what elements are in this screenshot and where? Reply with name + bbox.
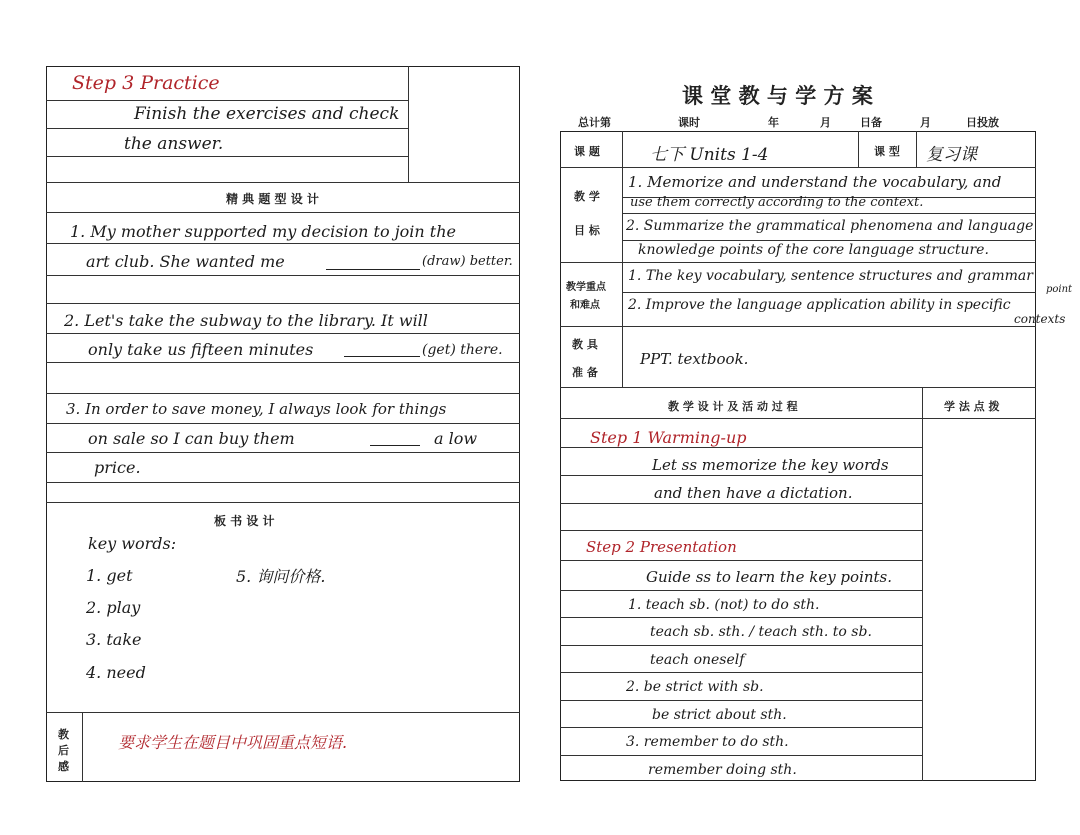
step-2-line-7: 3. remember to do sth.: [626, 734, 789, 750]
rule: [560, 755, 922, 756]
blank: [326, 269, 420, 270]
rule: [46, 303, 520, 304]
key-points-label-2: 和难点: [570, 300, 600, 311]
rule: [46, 243, 520, 244]
reflection-label-1: 教: [58, 728, 69, 741]
practice-line-1: Finish the exercises and check: [134, 104, 400, 124]
board-item-4: 4. need: [86, 663, 146, 682]
type-value: 复习课: [926, 145, 977, 165]
board-item-5: 5. 询问价格.: [236, 567, 326, 586]
meta-total: 总计第: [578, 116, 611, 129]
meta-month: 月: [820, 116, 831, 129]
key-point-line-2: 2. Improve the language application ability in specific: [628, 297, 1011, 313]
rule: [560, 530, 922, 531]
type-label: 课 型: [874, 145, 900, 158]
rule: [46, 502, 520, 503]
rule: [622, 240, 1036, 241]
rule: [560, 475, 922, 476]
key-point-line-1: 1. The key vocabulary, sentence structures and grammar: [628, 268, 1033, 284]
materials-label-2: 准 备: [572, 366, 598, 379]
step-2-line-3: teach sb. sth. / teach sth. to sb.: [650, 624, 872, 640]
rule: [622, 292, 1036, 293]
reflection-label-divider: [82, 712, 83, 782]
rule: [46, 156, 408, 157]
rule: [46, 100, 408, 101]
step-1-heading: Step 1 Warming-up: [590, 428, 747, 447]
rule: [46, 393, 520, 394]
meta-date-given: 日投放: [966, 116, 999, 129]
rule: [560, 447, 922, 448]
meta-date-prepared: 日备: [860, 116, 882, 129]
board-item-3: 3. take: [86, 630, 142, 649]
rule: [560, 326, 1036, 327]
reflection-label-3: 感: [58, 760, 69, 773]
rule: [46, 712, 520, 713]
rule: [46, 333, 520, 334]
objectives-label-1: 教 学: [574, 190, 600, 203]
exercise-2-line-2a: only take us fifteen minutes: [88, 340, 314, 359]
objective-line-4: knowledge points of the core language structure.: [638, 242, 989, 258]
exercise-2-line-1: 2. Let's take the subway to the library. It will: [64, 311, 428, 330]
rule: [46, 452, 520, 453]
topic-value: 七下 Units 1-4: [650, 145, 769, 165]
rule: [560, 560, 922, 561]
materials-value: PPT. textbook.: [640, 350, 749, 368]
rule: [560, 727, 922, 728]
blank: [344, 356, 420, 357]
exercise-3-line-2a: on sale so I can buy them: [88, 429, 295, 448]
tips-title: 学 法 点 拨: [944, 400, 1000, 413]
rule: [46, 423, 520, 424]
step-2-line-8: remember doing sth.: [648, 762, 797, 778]
key-points-label-1: 教学重点: [566, 282, 606, 293]
rule: [560, 503, 922, 504]
step-2-heading: Step 2 Presentation: [586, 538, 737, 556]
rule: [560, 418, 1036, 419]
step-2-line-4: teach oneself: [650, 652, 745, 668]
exercise-1-line-2b: (draw) better.: [422, 254, 513, 269]
rule: [560, 590, 922, 591]
topic-label-divider: [622, 131, 623, 387]
step-2-line-2: 1. teach sb. (not) to do sth.: [628, 597, 820, 613]
step-2-line-6: be strict about sth.: [652, 707, 787, 723]
meta-period: 课时: [678, 116, 700, 129]
key-point-overflow-1: point: [1046, 284, 1073, 295]
board-heading: key words:: [88, 534, 177, 553]
key-point-overflow-2: contexts: [1014, 312, 1066, 326]
objective-line-1: 1. Memorize and understand the vocabulary, and: [628, 173, 1002, 191]
board-item-1: 1. get: [86, 566, 133, 585]
objective-line-2: use them correctly according to the context.: [630, 195, 924, 210]
exercise-1-line-1: 1. My mother supported my decision to join the: [70, 222, 456, 241]
step-1-line-2: and then have a dictation.: [654, 484, 853, 502]
rule: [560, 672, 922, 673]
exercise-2-line-2b: (get) there.: [422, 342, 503, 358]
reflection-label-2: 后: [58, 744, 69, 757]
rule: [46, 482, 520, 483]
rule: [46, 362, 520, 363]
objective-line-3: 2. Summarize the grammatical phenomena and language: [626, 218, 1034, 234]
blank: [370, 445, 420, 446]
rule: [622, 213, 1036, 214]
step-2-line-5: 2. be strict with sb.: [626, 679, 764, 695]
meta-year: 年: [768, 116, 779, 129]
exercise-3-line-1: 3. In order to save money, I always look for things: [66, 400, 447, 418]
tips-column-divider: [922, 387, 923, 781]
board-item-2: 2. play: [86, 598, 141, 617]
exercise-section-title: 精 典 题 型 设 计: [226, 192, 319, 206]
process-title: 教 学 设 计 及 活 动 过 程: [668, 400, 798, 413]
rule: [560, 645, 922, 646]
materials-label-1: 教 具: [572, 338, 598, 351]
topic-label: 课 题: [574, 145, 600, 158]
meta-month-2: 月: [920, 116, 931, 129]
rule: [46, 275, 520, 276]
rule: [46, 182, 520, 183]
exercise-1-line-2a: art club. She wanted me: [86, 252, 285, 271]
practice-line-2: the answer.: [124, 134, 224, 154]
rule: [46, 212, 520, 213]
rule: [560, 700, 922, 701]
board-section-title: 板 书 设 计: [214, 514, 275, 528]
exercise-3-line-3: price.: [94, 458, 141, 477]
rule: [560, 262, 1036, 263]
rule: [560, 617, 922, 618]
rule: [560, 387, 1036, 388]
rule: [46, 128, 408, 129]
practice-box-right-edge: [408, 66, 409, 182]
rule: [560, 167, 1036, 168]
step-2-line-1: Guide ss to learn the key points.: [646, 568, 893, 586]
type-label-divider-left: [858, 131, 859, 167]
objectives-label-2: 目 标: [574, 224, 600, 237]
page-title: 课 堂 教 与 学 方 案: [682, 84, 873, 108]
step-1-line-1: Let ss memorize the key words: [652, 456, 889, 474]
type-label-divider-right: [916, 131, 917, 167]
exercise-3-line-2b: a low: [434, 429, 478, 448]
reflection-text: 要求学生在题目中巩固重点短语.: [118, 733, 348, 752]
practice-heading: Step 3 Practice: [72, 72, 220, 94]
